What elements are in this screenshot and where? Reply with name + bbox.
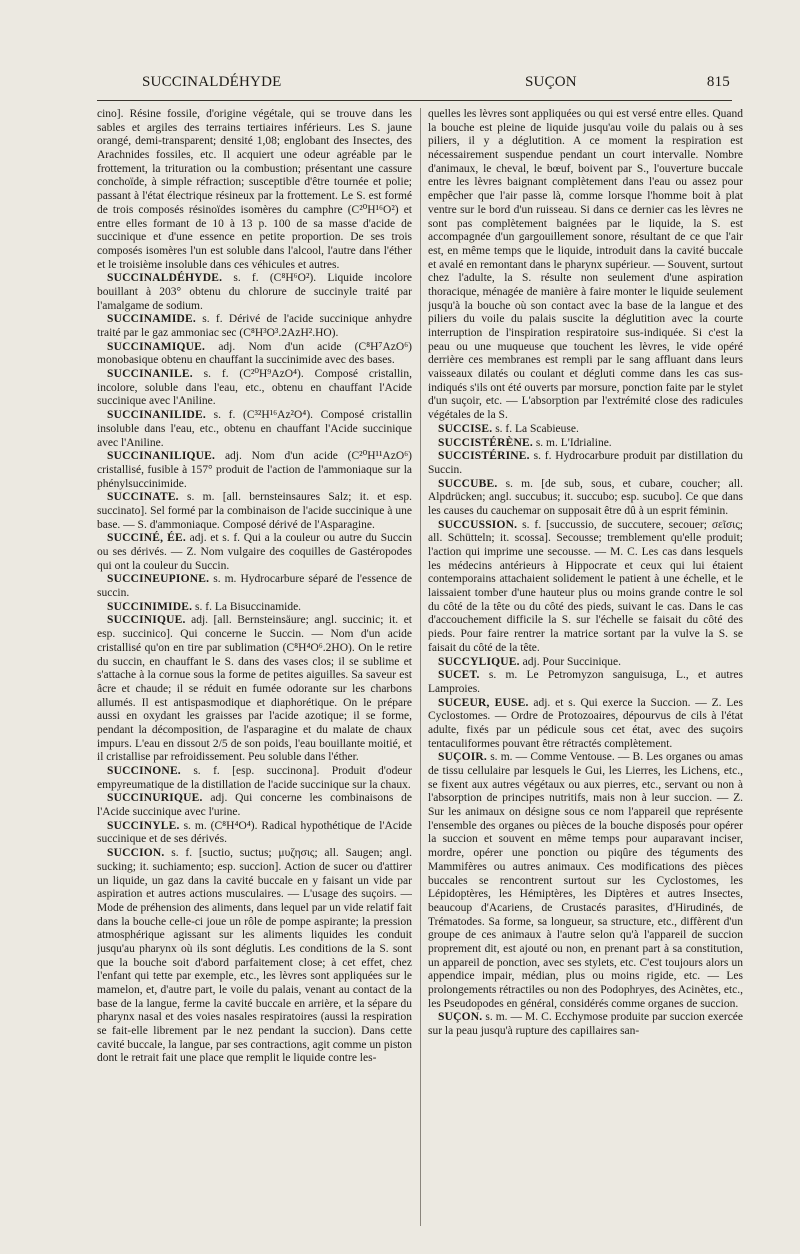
entry-headword: SUCCISTÉRÈNE.	[438, 436, 533, 449]
dictionary-entry	[97, 108, 412, 272]
dictionary-entry	[428, 751, 743, 1011]
right-column	[428, 108, 743, 1228]
entry-definition: cino]. Résine fossile, d'origine végétale, qui se trouve dans les sables et argiles des terrains tertiaires inférieurs. Les S. jaune orangé, demi-transparent; densité 1,08; englobant des Insectes, des Arachnides fossiles, etc. Il acquiert une odeur agréable par le frottement, la trituration ou la combustion; présentant une cassure conchoïde, à simple réfraction; susceptible d'être tournée et polie; passant à l'état électrique résineux par la frottement. Le S. est formé de trois composés résinoïdes isomères du camphre (C²⁰H¹⁶O²) et entre elles formant de 10 à 13 p. 100 de sa masse d'acide de succinique et d'une essence en petite proportion. De ses trois composés isomères l'un est soluble dans l'alcool, l'autre dans l'éther et le troisième insoluble dans ces véhicules et autres.	[97, 108, 412, 271]
entry-definition: s. f. La Bisuccinamide.	[195, 600, 302, 613]
entry-definition: adj. et s. f. Qui a la couleur ou autre du Succin ou ses dérivés. — Z. Nom vulgaire des coquilles de Gastéropodes qui ont la couleur du Succin.	[97, 532, 412, 572]
entry-headword: SUCET.	[438, 669, 480, 682]
dictionary-entry	[428, 478, 743, 519]
entry-headword: SUCCINIMIDE.	[107, 600, 193, 613]
entry-definition: s. f. Dérivé de l'acide succinique anhydre traité par le gaz ammoniac sec (C⁸H³O³.2AzH².HO).	[97, 313, 412, 339]
dictionary-entry	[97, 450, 412, 491]
dictionary-entry	[97, 409, 412, 450]
column-divider	[420, 108, 421, 1226]
entry-definition: s. m. (C⁸H⁴O⁴). Radical hypothétique de l'Acide succinique et de ses dérivés.	[97, 819, 412, 846]
entry-headword: SUCCINALDÉHYDE.	[107, 272, 223, 285]
page-number: 815	[706, 74, 730, 90]
dictionary-entry	[97, 272, 412, 313]
left-column	[97, 108, 412, 1228]
entry-definition: s. m. Le Petromyzon sanguisuga, L., et autres Lamproies.	[428, 669, 743, 695]
entry-headword: SUCCINYLE.	[107, 819, 180, 832]
header-left-word: SUCCINALDÉHYDE	[142, 74, 282, 90]
entry-headword: SUCCYLIQUE.	[438, 655, 520, 668]
entry-headword: SUCCINANILIDE.	[107, 409, 206, 422]
entry-definition: s. f. (C²⁰H⁹AzO⁴). Composé cristallin, incolore, soluble dans l'eau, etc., obtenu en chauffant l'Acide succinique avec l'Aniline.	[97, 368, 412, 408]
entry-headword: SUCCINANILIQUE.	[107, 450, 216, 463]
entry-definition: s. f. (C³²H¹⁶Az²O⁴). Composé cristallin insoluble dans l'eau, etc., obtenu en chauffant l'Acide succinique avec l'Aniline.	[97, 409, 412, 449]
entry-definition: s. m. — M. C. Ecchymose produite par succion exercée sur la peau jusqu'à rupture des capillaires san-	[428, 1011, 743, 1038]
entry-definition: s. m. Hydrocarbure séparé de l'essence de succin.	[97, 573, 412, 600]
entry-headword: SUCCINAMIDE.	[107, 313, 196, 326]
dictionary-entry	[97, 792, 412, 819]
entry-headword: SUÇON.	[438, 1011, 483, 1024]
entry-definition: s. f. [esp. succinona]. Produit d'odeur empyreumatique de la distillation de l'acide succinique sur la chaux.	[97, 765, 412, 791]
dictionary-entry	[428, 656, 743, 670]
entry-definition: s. f. Hydrocarbure produit par distillation du Succin.	[428, 450, 743, 476]
dictionary-entry	[428, 1011, 743, 1038]
entry-headword: SUCCISTÉRINE.	[438, 450, 530, 463]
dictionary-entry	[428, 108, 743, 423]
dictionary-entry	[428, 669, 743, 696]
entry-definition: s. f. La Scabieuse.	[495, 422, 579, 435]
dictionary-entry	[97, 765, 412, 792]
entry-definition: s. m. L'Idrialine.	[535, 436, 612, 449]
entry-definition: s. m. [all. bernsteinsaures Salz; it. et esp. succinato]. Sel formé par la combinaison de l'acide succinique à une base. — S. d'ammoniaque. Composé dérivé de l'Asparagine.	[97, 491, 412, 531]
entry-definition: adj. [all. Bernsteinsäure; angl. succinic; it. et esp. succinico]. Qui concerne le Succin. — Nom d'un acide cristallisé qu'on en tire par sublimation (C⁸H⁴O⁶.2HO). On le retire du succin, en chauffant le S. dans des vases clos; il se sublime et s'attache à la cornue sous la forme de petites aiguilles. Sa saveur est âcre et chaude; il se réduit en fumée odorante sur les charbons allumés. Il est antispasmodique et diaphorétique. On le prépare aussi en oxydant les graisses par l'acide azotique; il se forme, pendant la décomposition, de l'asparagine et du malate de chaux impurs. L'eau en dissout 2/5 de son poids, l'eau bouillante moitié, et il cristallise par refroidissement. Peu soluble dans l'éther.	[97, 614, 412, 764]
dictionary-entry	[97, 368, 412, 409]
entry-headword: SUCCINONE.	[107, 765, 181, 777]
entry-headword: SUCCUSSION.	[438, 518, 518, 531]
entry-headword: SUCCISE.	[438, 422, 493, 435]
entry-headword: SUCCINEUPIONE.	[107, 573, 210, 586]
entry-definition: adj. Pour Succinique.	[522, 655, 622, 668]
entry-headword: SUCCINATE.	[107, 491, 179, 504]
dictionary-entry	[97, 532, 412, 573]
entry-definition: adj. et s. Qui exerce la Succion. — Z. Les Cyclostomes. — Ordre de Protozoaires, dépourvus de cils à l'état adulte, fixés par un pédicule sous cet état, avec des suçoirs tentaculiformes pouvant être rétractés complètement.	[428, 696, 743, 750]
entry-definition: quelles les lèvres sont appliquées ou qui est versé entre elles. Quand la bouche est pleine de liquide jusqu'au voile du palais ou à ses piliers, il y a déglutition. A ce moment la respiration est nécessairement suspendue pendant un court intervalle. Nombre d'animaux, le cheval, le bœuf, boivent par S., l'ouverture buccale entre les lèvres baignant complètement dans l'eau ou assez pour empêcher que l'air passe là, comme lorsque l'homme boit à plat ventre sur le bord d'un ruisseau. Si dans ce dernier cas les lèvres ne sont pas complètement baignées par le liquide, la S. est accompagnée d'un gargouillement sonore, résultant de ce que l'air est, en même temps que le liquide, introduit dans la cavité buccale et avalé en remontant dans le pharynx supérieur. — Souvent, surtout chez l'adulte, la S. résulte non seulement d'une aspiration thoracique, ménagée de manière à faire monter le liquide seulement jusqu'à la bouche où son contact avec la base de la langue et des piliers du voile du palais suscite la déglutition avec la courte interruption de l'inspiration respiratoire sus-indiquée. Si c'est la peau ou une muqueuse que touchent les lèvres, le vide opéré derrière ces membranes est rempli par le sang affluant dans leurs vaisseaux dilatés ou coulant et dégluti comme dans les cas sus-indiqués s'ils ont été ouverts par morsure, ponction faite par le stylet d'un suçoir, etc. — L'absorption par l'extrémité close des radicules végétales de la S.	[428, 108, 743, 422]
entry-definition: adj. Nom d'un acide (C⁸H⁷AzO⁶) monobasique obtenu en chauffant la succinimide avec des bases.	[97, 340, 412, 367]
dictionary-entry	[428, 519, 743, 656]
dictionary-entry	[428, 450, 743, 477]
entry-headword: SUCCION.	[107, 847, 165, 860]
entry-definition: adj. Nom d'un acide (C²⁰H¹¹AzO⁶) cristallisé, fusible à 157° produit de l'action de l'ammoniaque sur la phénylsuccinimide.	[97, 450, 412, 490]
entry-definition: s. f. [suctio, suctus; μυζησις; all. Saugen; angl. sucking; it. suchiamento; esp. succion]. Action de sucer ou d'attirer un liquide, un gaz dans la cavité buccale en y faisant un vide par aspiration et autres actions musculaires. — L'usage des suçoirs. — Mode de préhension des aliments, dans lequel par un vide relatif fait dans la bouche celle-ci joue un rôle de pompe aspirante; la pression atmosphérique agissant sur les aliments liquides les conduit jusqu'au pharynx où ils sont déglutis. Les conditions de la S. sont que la bouche soit d'abord parfaitement close; à cet effet, chez l'enfant qui tette par exemple, etc., les lèvres sont appliquées sur le mamelon, et, d'autre part, le voile du palais, venant au contact de la base de la langue, ferme la cavité buccale en arrière, et la sépare du pharynx nasal et des voies nasales respiratoires (aussi la respiration se fait-elle librement par le nez pendant la succion). Dans cette cavité buccale, la langue, par ses contractions, agit comme un piston dont le retrait fait une place que remplit le liquide contre les-	[97, 847, 412, 1065]
dictionary-entry	[97, 573, 412, 600]
running-header	[100, 74, 730, 96]
header-right-word: SUÇON	[525, 74, 577, 90]
entry-definition: s. m. [de sub, sous, et cubare, coucher; all. Alpdrücken; angl. succubus; it. succubo; esp. sucubo]. Ce que dans les causes du cauchemar on supposait être dû à un esprit féminin.	[428, 477, 743, 517]
entry-headword: SUCCINURIQUE.	[107, 792, 203, 805]
entry-headword: SUCCINAMIQUE.	[107, 340, 206, 353]
entry-headword: SUÇOIR.	[438, 751, 488, 764]
dictionary-entry	[97, 820, 412, 847]
entry-definition: s. m. — Comme Ventouse. — B. Les organes ou amas de tissu cellulaire par lesquels le Gui, les Lierres, les Lichens, etc., se fixent aux autres végétaux ou aux pierres, etc., servant ou non à l'absorption de principes nutritifs, mais non à leur succion. — Z. Sur les animaux on désigne sous ce nom l'appareil que représente l'ensemble des organes ou pièces de la bouche disposés pour opérer la succion et souvent en même temps pour auparavant inciser, mordre, opérer une ponction ou piqûre des téguments des Mammifères ou autres animaux. Ces modifications des pièces buccales se rencontrent surtout sur les Cyclostomes, les Lépidoptères, les Hémiptères, les Diptères et autres Insectes, beaucoup d'Acariens, de Crustacés parasites, d'Hirudinés, de Trématodes. Sa forme, sa longueur, sa structure, etc., diffèrent d'un groupe de ces animaux à l'autre selon qu'à l'appareil de succion proprement dit, est ajouté ou non, en prenant part à sa constitution, un appareil de ponction, avec ses stylets, etc. C'est toujours alors un appendice impair, médian, plus ou moins rigide, etc. — Les prolongements rétractiles ou non des Podophryes, des Acinètes, etc., les Pseudopodes en général, considérés comme organes de succion.	[428, 751, 743, 1010]
dictionary-entry	[97, 313, 412, 340]
dictionary-entry	[428, 697, 743, 752]
entry-definition: adj. Qui concerne les combinaisons de l'Acide succinique avec l'urine.	[97, 792, 412, 819]
dictionary-entry	[97, 341, 412, 368]
dictionary-entry	[97, 614, 412, 765]
dictionary-entry	[97, 601, 412, 615]
header-rule	[97, 100, 732, 101]
dictionary-entry	[428, 437, 743, 451]
entry-headword: SUCEUR, EUSE.	[438, 696, 529, 709]
entry-definition: s. f. [succussio, de succutere, secouer; σεῖσις; all. Schütteln; it. scossa]. Secousse; tremblement qu'elle produit; l'action qui imprime une secousse. — M. C. Les cas dans lesquels les médecins antérieurs à Hippocrate et ceux qui lui étaient contemporains attachaient solidement le patient à une échelle, et le laissaient tomber d'une hauteur plus ou moins grande contre le sol du côté de la tête ou du côté des pieds, suivant le cas. Dans le cas d'accouchement difficile la S. sur l'échelle se faisait du côté des pieds. Pour faire rentrer la matrice sortant par la vulve la S. se faisait du côté de la tête.	[428, 518, 743, 654]
dictionary-entry	[428, 423, 743, 437]
entry-headword: SUCCUBE.	[438, 477, 498, 490]
dictionary-entry	[97, 847, 412, 1066]
entry-headword: SUCCINANILE.	[107, 368, 193, 381]
dictionary-entry	[97, 491, 412, 532]
entry-definition: s. f. (C⁸H⁶O²). Liquide incolore bouillant à 203° obtenu du chlorure de succinyle traité par l'amalgame de sodium.	[97, 272, 412, 312]
entry-headword: SUCCINÉ, ÉE.	[107, 532, 186, 545]
entry-headword: SUCCINIQUE.	[107, 614, 186, 627]
